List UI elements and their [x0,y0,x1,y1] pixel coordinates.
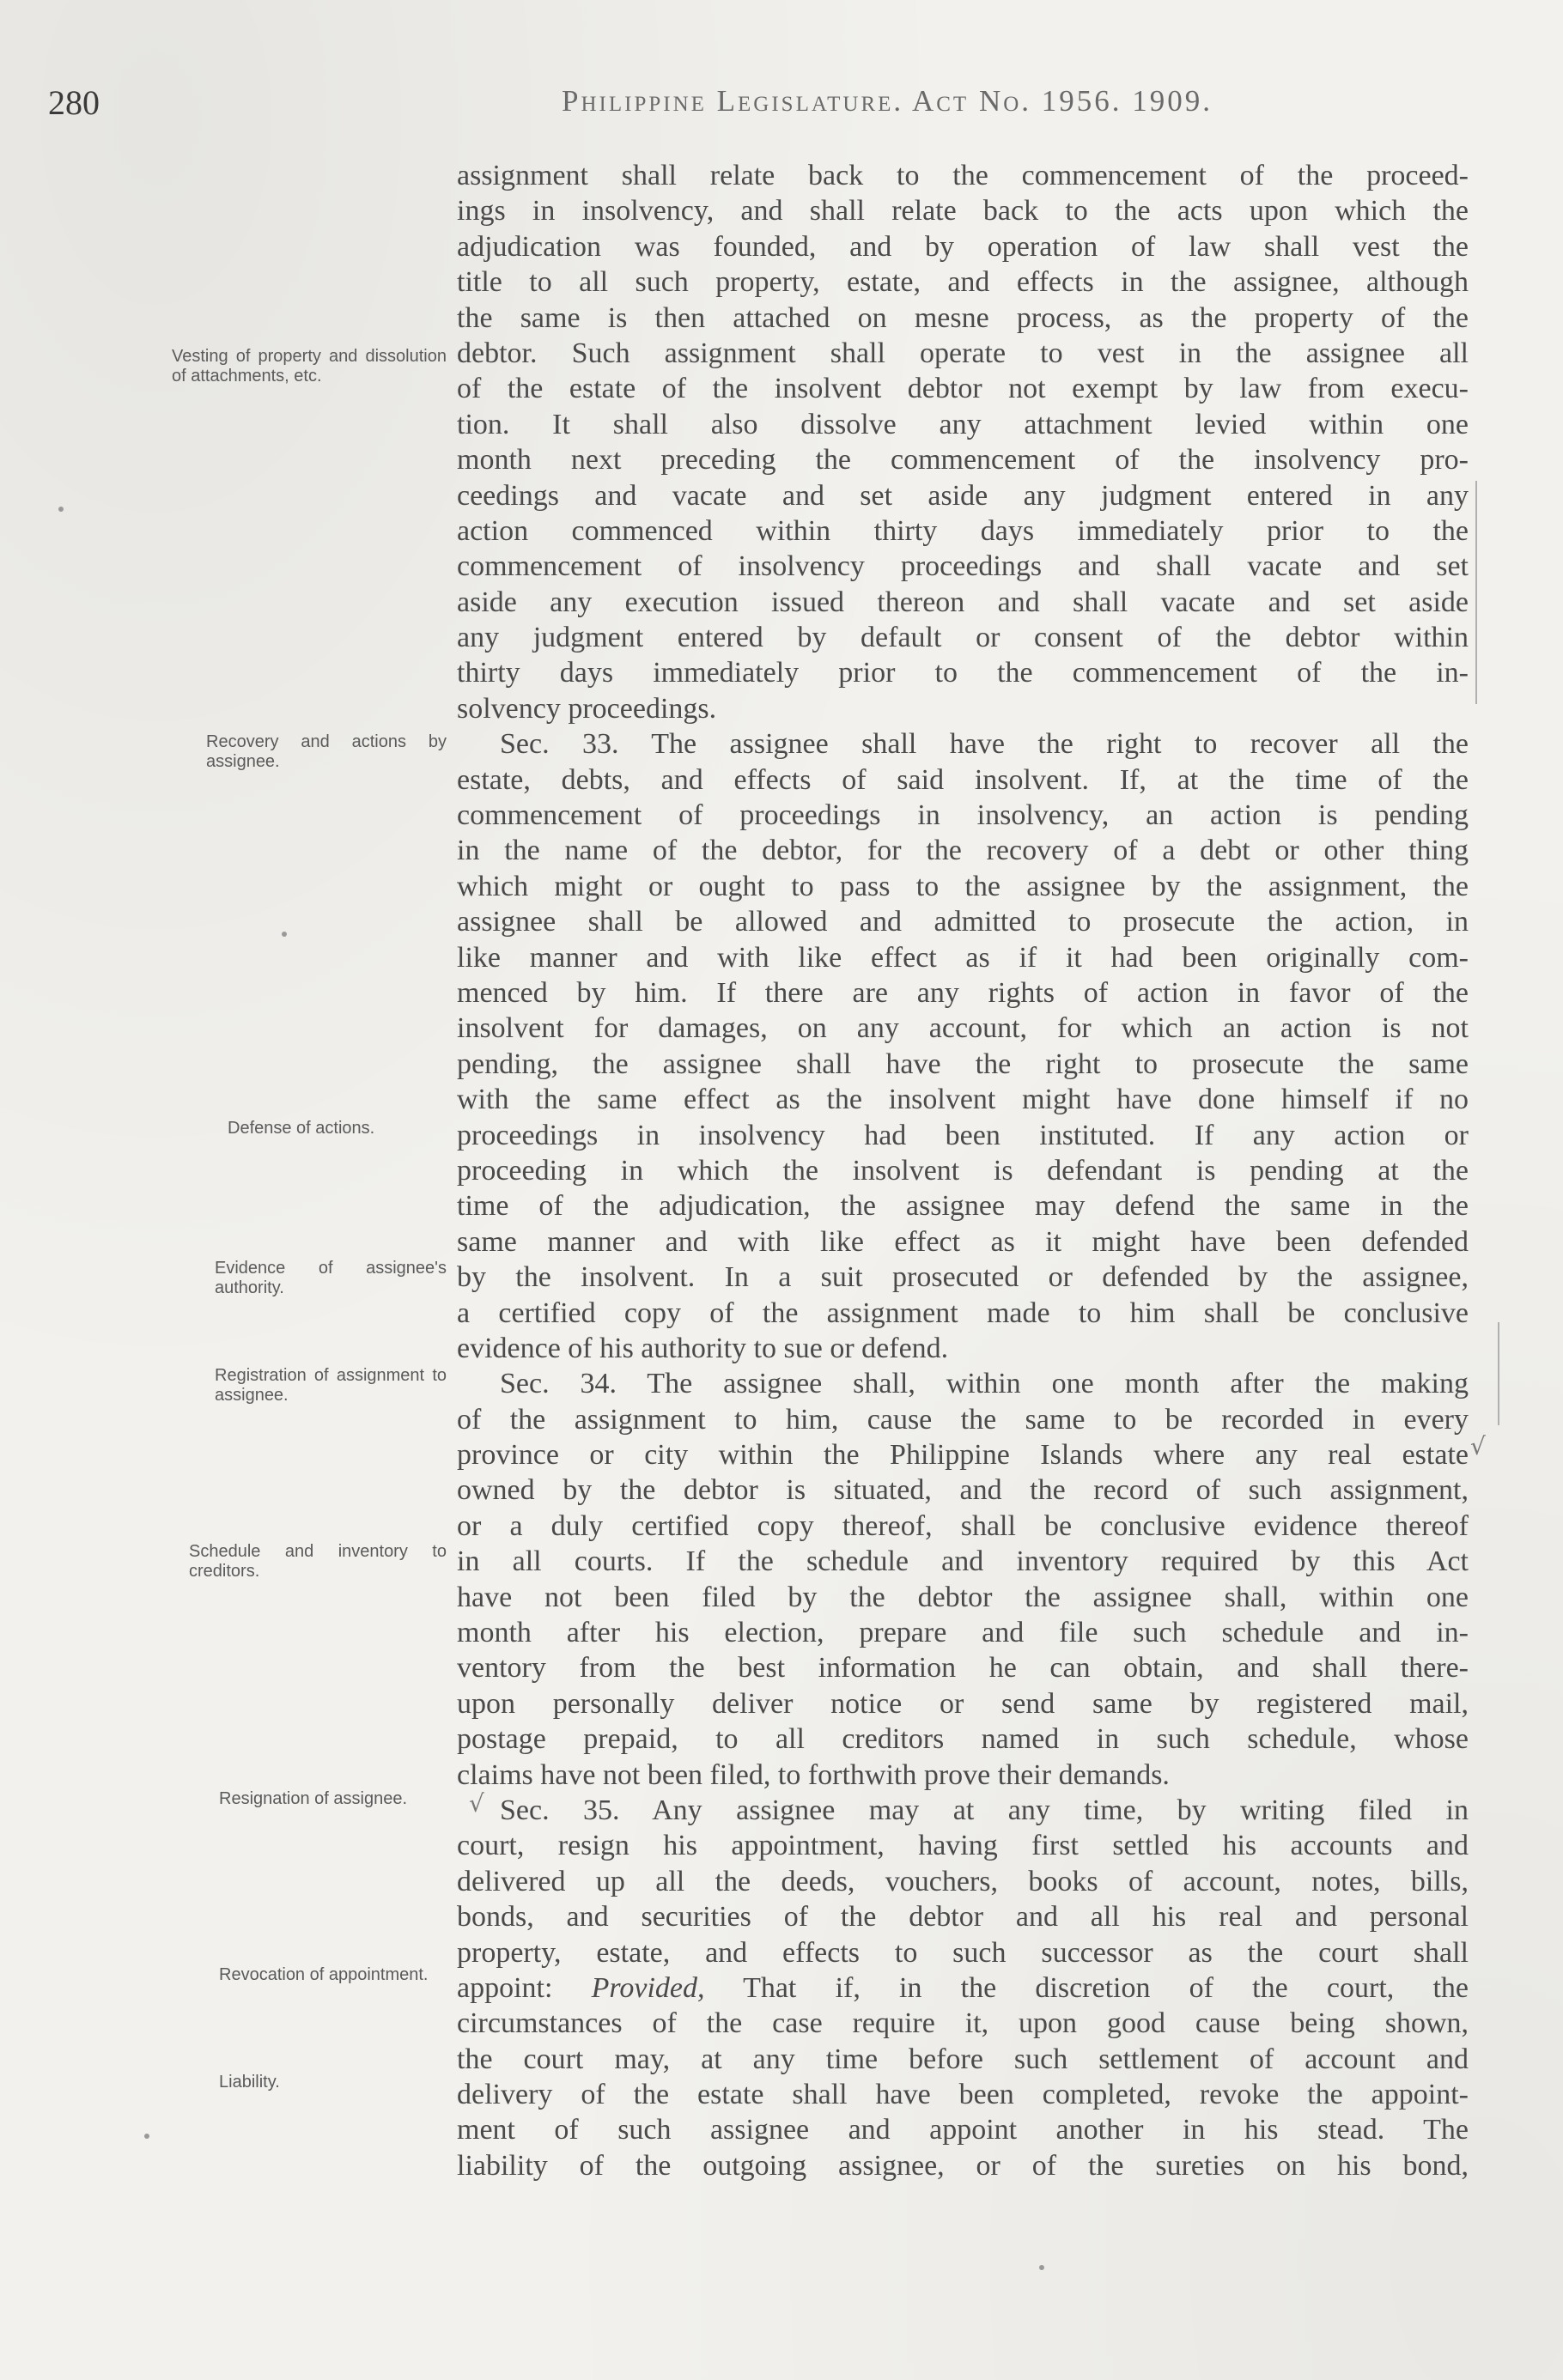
text-line: of the assignment to him, cause the same to be recorded in every [457,1403,1469,1436]
margin-note-vesting: Vesting of property and dissolution of attachments, etc. [172,347,447,386]
text-line: time of the adjudication, the assignee may defend the same in the [457,1190,1469,1223]
text-line: postage prepaid, to all creditors named in such schedule, whose [457,1723,1469,1756]
paper-speck [1039,2265,1044,2270]
text-line: solvency proceedings. [457,692,717,725]
margin-rule [1498,1322,1499,1425]
text-line: property, estate, and effects to such successor as the court shall [457,1936,1469,1969]
margin-note-defense: Defense of actions. [228,1119,375,1138]
text-line: commencement of insolvency proceedings and shall vacate and set [457,550,1469,583]
text-line: by the insolvent. In a suit prosecuted or defended by the assignee, [457,1261,1469,1294]
text-line: have not been filed by the debtor the assignee shall, within one [457,1581,1469,1613]
margin-note-liability: Liability. [219,2073,280,2092]
text-line: assignee shall be allowed and admitted to prosecute the action, in [457,906,1469,938]
text-line: aside any execution issued thereon and shall vacate and set aside [457,586,1469,618]
text-line: evidence of his authority to sue or defend. [457,1332,949,1364]
check-mark-icon: √ [469,1789,484,1818]
text-line: same manner and with like effect as it might have been defended [457,1225,1469,1258]
text-line: a certified copy of the assignment made to him shall be conclusive [457,1296,1469,1329]
margin-note-resignation: Resignation of assignee. [219,1789,408,1808]
text-line: ings in insolvency, and shall relate back to the acts upon which the [457,195,1469,228]
text-line: adjudication was founded, and by operation of law shall vest the [457,230,1469,263]
text-line: delivered up all the deeds, vouchers, books of account, notes, bills, [457,1865,1469,1897]
text-line: ceedings and vacate and set aside any judgment entered in any [457,479,1469,512]
text-line: proceeding in which the insolvent is defendant is pending at the [457,1154,1469,1187]
text-line: of the estate of the insolvent debtor not exempt by law from execu- [457,373,1469,405]
text-line: which might or ought to pass to the assignee by the assignment, the [457,870,1469,902]
text-line: in all courts. If the schedule and inventory required by this Act [457,1545,1469,1578]
text-line: assignment shall relate back to the commencement of the proceed- [457,160,1469,191]
proviso-italic: Provided, [591,1971,705,2004]
running-head: Philippine Legislature. Act No. 1956. 1909. [562,84,1213,118]
text-line: like manner and with like effect as if it had been originally com- [457,941,1469,974]
text-line: delivery of the estate shall have been completed, revoke the appoint- [457,2079,1469,2111]
paper-speck [282,932,287,937]
text-line: action commenced within thirty days immediately prior to the [457,514,1469,547]
text-line: commencement of proceedings in insolvency, an action is pending [457,799,1469,832]
text-line: owned by the debtor is situated, and the record of such assignment, [457,1474,1469,1507]
text-line: menced by him. If there are any rights of action in favor of the [457,976,1469,1009]
margin-rule [1475,481,1477,704]
text-line: any judgment entered by default or consent of the debtor within [457,622,1469,654]
margin-note-revocation: Revocation of appointment. [219,1965,429,1984]
page-header [48,82,1465,134]
text-line: the same is then attached on mesne process, as the property of the [457,301,1469,334]
paper-speck [144,2134,149,2139]
text-line: month next preceding the commencement of the insolvency pro- [457,444,1469,477]
page-number: 280 [48,83,100,122]
text-line: proceedings in insolvency had been instituted. If any action or [457,1119,1469,1151]
text-line: with the same effect as the insolvent might have done himself if no [457,1084,1469,1116]
text-line: estate, debts, and effects of said insolvent. If, at the time of the [457,763,1469,796]
text-line: the court may, at any time before such settlement of account and [457,2043,1469,2075]
text-line: claims have not been filed, to forthwith prove their demands. [457,1758,1170,1791]
section-35-start: Sec. 35. Any assignee may at any time, by writing filed in [500,1794,1469,1826]
body-text [457,158,1469,2183]
text-line: ventory from the best information he can obtain, and shall there- [457,1652,1469,1685]
text-line: circumstances of the case require it, upon good cause being shown, [457,2007,1469,2040]
margin-note-registration: Registration of assignment to assignee. [215,1366,447,1405]
margin-note-evidence: Evidence of assignee's authority. [215,1259,447,1297]
text-line-proviso [457,1970,1469,2006]
proviso-lead: appoint: [457,1971,592,2004]
text-line: title to all such property, estate, and effects in the assignee, although [457,266,1469,299]
paper-speck [58,507,64,512]
text-line: liability of the outgoing assignee, or of the sureties on his bond, [457,2149,1469,2182]
text-line: upon personally deliver notice or send same by registered mail, [457,1687,1469,1720]
text-line: tion. It shall also dissolve any attachment levied within one [457,408,1469,440]
text-line: insolvent for damages, on any account, for which an action is not [457,1012,1469,1045]
proviso-tail: That if, in the discretion of the court, the [704,1971,1469,2004]
text-line: in the name of the debtor, for the recovery of a debt or other thing [457,835,1469,867]
section-34-start: Sec. 34. The assignee shall, within one month after the making [500,1368,1469,1400]
text-line: pending, the assignee shall have the right to prosecute the same [457,1047,1469,1080]
text-line: province or city within the Philippine Islands where any real estate [457,1439,1469,1472]
text-line: thirty days immediately prior to the commencement of the in- [457,657,1469,689]
text-line: debtor. Such assignment shall operate to vest in the assignee all [457,337,1469,369]
section-33-start: Sec. 33. The assignee shall have the right to recover all the [500,728,1469,761]
text-line: bonds, and securities of the debtor and all his real and personal [457,1901,1469,1934]
check-mark-icon: √ [1470,1432,1486,1460]
text-line: court, resign his appointment, having first settled his accounts and [457,1830,1469,1862]
text-line: or a duly certified copy thereof, shall be conclusive evidence thereof [457,1509,1469,1542]
margin-note-schedule: Schedule and inventory to creditors. [189,1542,447,1581]
text-line: ment of such assignee and appoint another in his stead. The [457,2114,1469,2146]
text-line: month after his election, prepare and file such schedule and in- [457,1617,1469,1649]
margin-note-recovery: Recovery and actions by assignee. [206,732,447,771]
